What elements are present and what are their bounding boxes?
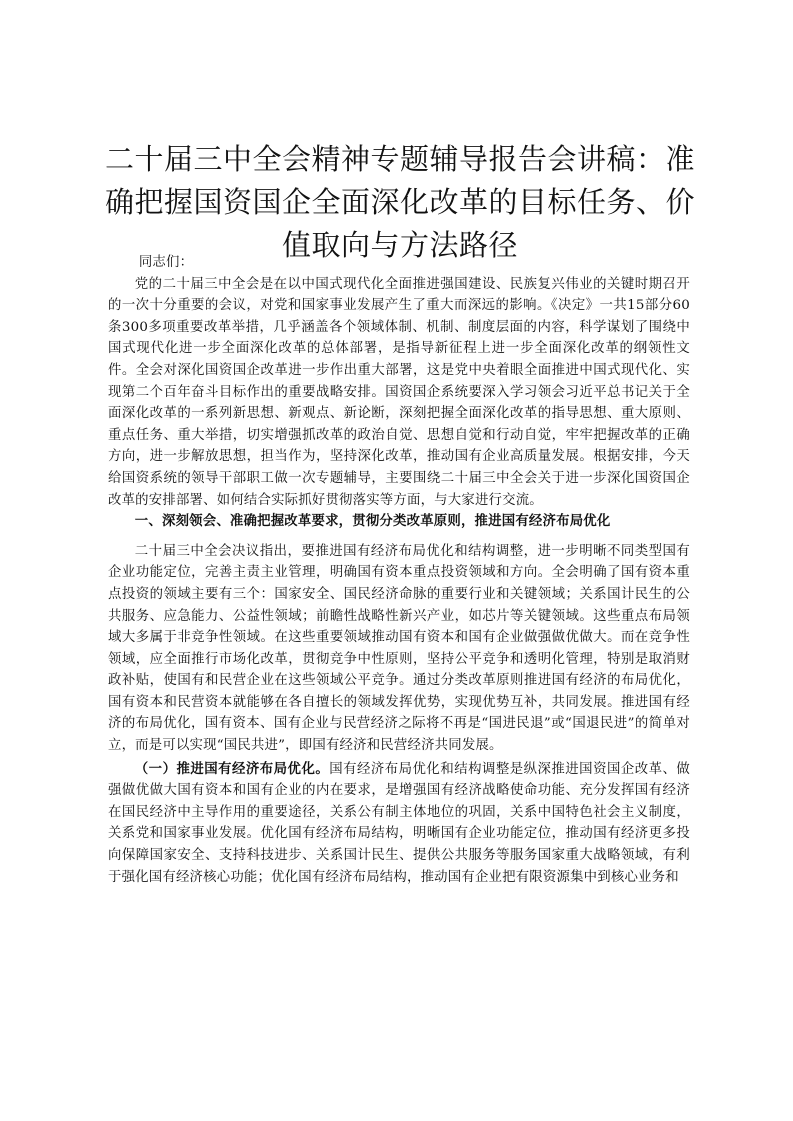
section-1-paragraph: 二十届三中全会决议指出，要推进国有经济布局优化和结构调整，进一步明晰不同类型国有企业功能定位，完善主责主业管理，明确国有资本重点投资领域和方向。全会明确了国有资本重点投资的领域主要有三个：国家安全、国民经济命脉的重要行业和关键领域；关系国计民生的公共服务、应急能力、公益性领域；前瞻性战略性新兴产业，如芯片等关键领域。这些重点布局领域大多属于非竞争性领域。在这些重要领域推动国有资本和国有企业做强做优做大。而在竞争性领域，应全面推行市场化改革，贯彻竞争中性原则，坚持公平竞争和透明化管理，特别是取消财政补贴，使国有和民营企业在这些领域公平竞争。通过分类改革原则推进国有经济的布局优化，国有资本和民营资本就能够在各自擅长的领域发挥优势，实现优势互补，共同发展。推进国有经济的布局优化，国有资本、国有企业与民营经济之际将不再是“国进民退”或“国退民进”的简单对立，而是可以实现“国民共进”，即国有经济和民营经济共同发展。 — [108, 543, 690, 754]
sub-section-1-paragraph-container — [108, 759, 690, 889]
greeting-text: 同志们： — [138, 255, 194, 270]
sub-section-1-paragraph: 国有经济布局优化和结构调整是纵深推进国资国企改革、做强做优做大国有资本和国有企业的内在要求，是增强国有经济战略使命功能、充分发挥国有经济在国民经济中主导作用的重要途径，关系公有制主体地位的巩固，关系中国特色社会主义制度，关系党和国家事业发展。优化国有经济布局结构，明晰国有企业功能定位，推动国有经济更多投向保障国家安全、支持科技进步、关系国计民生、提供公共服务等服务国家重大战略领域，有利于强化国有经济核心功能；优化国有经济布局结构，推动国有企业把有限资源集中到核心业务和 — [108, 761, 690, 885]
section-heading-1: 一、深刻领会、准确把握改革要求，贯彻分类改革原则，推进国有经济布局优化 — [134, 513, 611, 530]
document-body — [108, 252, 690, 888]
sub-heading-1: （一）推进国有经济布局优化。 — [134, 760, 330, 777]
intro-paragraph: 党的二十届三中全会是在以中国式现代化全面推进强国建设、民族复兴伟业的关键时期召开的一次十分重要的会议，对党和国家事业发展产生了重大而深远的影响。《决定》一共15部分60条300多项重要改革举措，几乎涵盖各个领域体制、机制、制度层面的内容，科学谋划了围绕中国式现代化进一步全面深化改革的总体部署，是指导新征程上进一步全面深化改革的纲领性文件。全会对深化国资国企改革进一步作出重大部署，这是党中央着眼全面推进中国式现代化、实现第二个百年奋斗目标作出的重要战略安排。国资国企系统要深入学习领会习近平总书记关于全面深化改革的一系列新思想、新观点、新论断，深刻把握全面深化改革的指导思想、重大原则、重点任务、重大举措，切实增强抓改革的政治自觉、思想自觉和行动自觉，牢牢把握改革的正确方向，进一步解放思想，担当作为，坚持深化改革，推动国有企业高质量发展。根据安排，今天给国资系统的领导干部职工做一次专题辅导，主要围绕二十届三中全会关于进一步深化国资国企改革的安排部署、如何结合实际抓好贯彻落实等方面，与大家进行交流。 — [108, 276, 690, 508]
document-title: 二十届三中全会精神专题辅导报告会讲稿：准确把握国资国企全面深化改革的目标任务、价值取向与方法路径 — [104, 142, 695, 262]
